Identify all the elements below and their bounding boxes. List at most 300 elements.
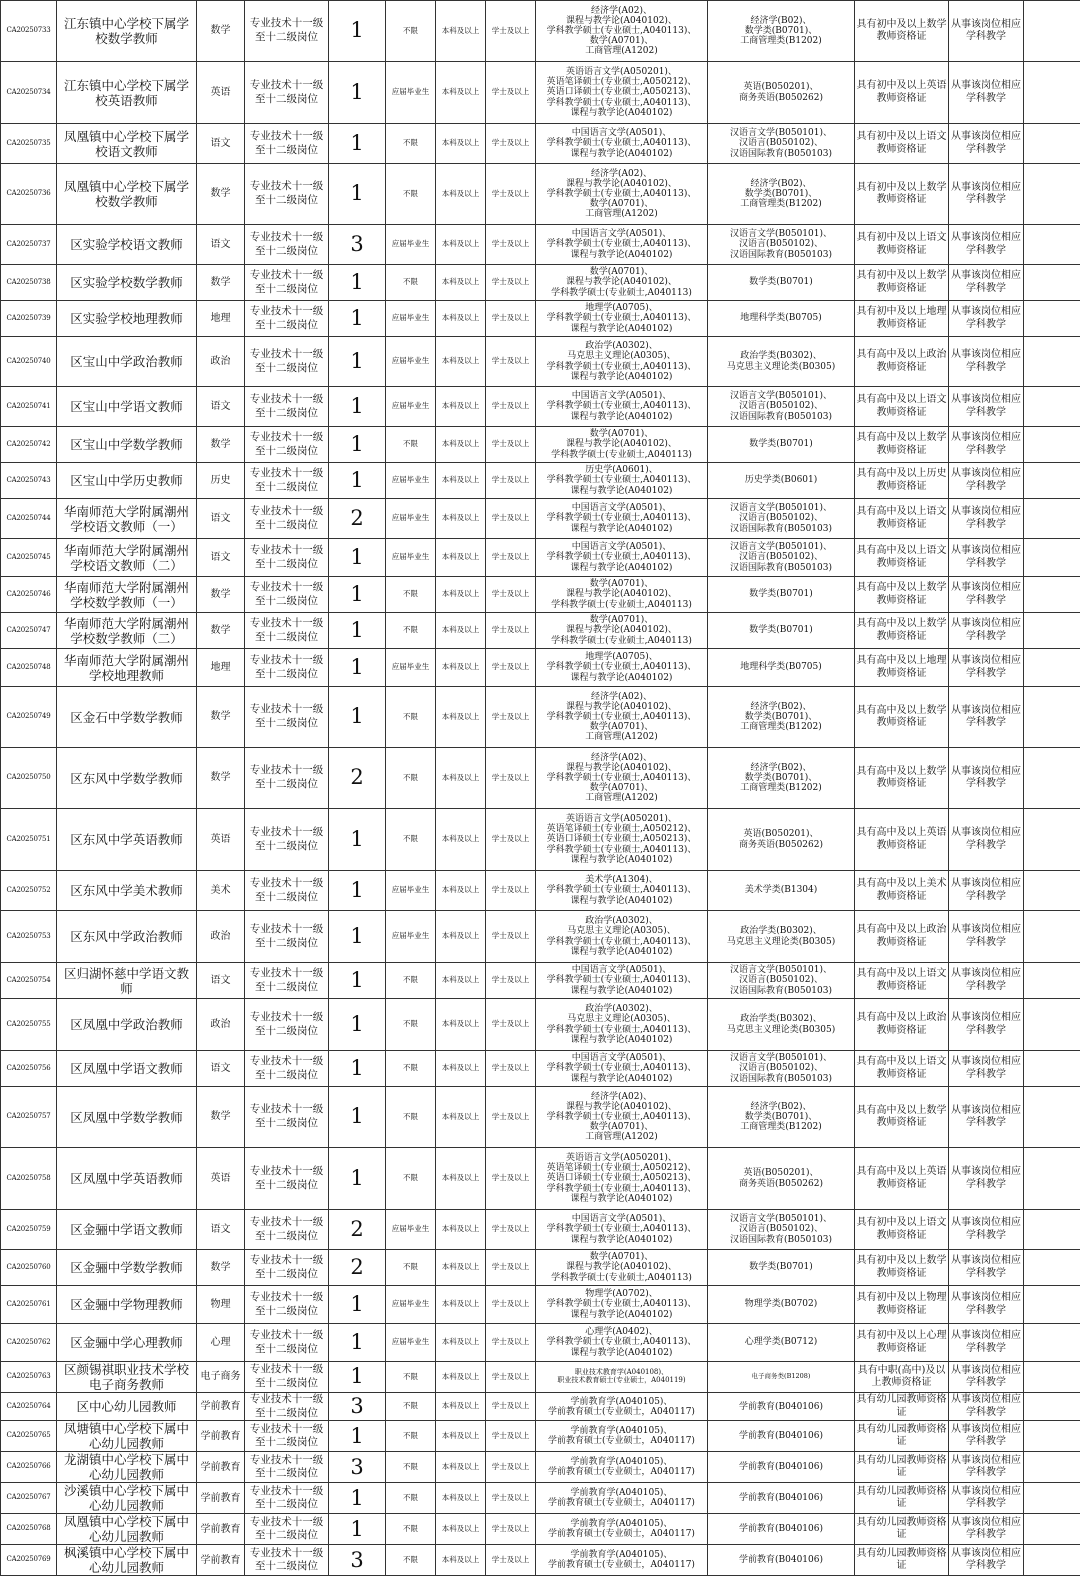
subject: 数学	[197, 164, 245, 225]
target-applicants: 不限	[386, 748, 436, 809]
position-name: 华南师范大学附属潮州学校语文教师（一）	[57, 499, 197, 539]
hiring-count: 1	[329, 164, 386, 225]
post-level: 专业技术十一级至十二级岗位	[245, 1393, 329, 1421]
remarks-cell	[1024, 1087, 1080, 1148]
job-duty: 从事该岗位相应学科教学	[949, 613, 1024, 649]
undergraduate-majors: 经济学(B02)、 数学类(B0701)、 工商管理类(B1202)	[708, 164, 855, 225]
subject: 学前教育	[197, 1452, 245, 1483]
position-name: 区东风中学政治教师	[57, 911, 197, 963]
table-row	[1, 499, 1080, 539]
education-requirement: 本科及以上	[436, 1514, 486, 1545]
undergraduate-majors: 汉语言文学(B050101)、 汉语言(B050102)、 汉语国际教育(B050103)	[708, 1210, 855, 1250]
post-level: 专业技术十一级至十二级岗位	[245, 1087, 329, 1148]
hiring-count: 2	[329, 1250, 386, 1286]
certificate-requirement: 具有幼儿园教师资格证	[855, 1452, 949, 1483]
education-requirement: 本科及以上	[436, 463, 486, 499]
undergraduate-majors: 政治学类(B0302)、 马克思主义理论类(B0305)	[708, 337, 855, 387]
certificate-requirement: 具有高中及以上数学教师资格证	[855, 687, 949, 748]
certificate-requirement: 具有初中及以上物理教师资格证	[855, 1286, 949, 1324]
certificate-requirement: 具有高中及以上数学教师资格证	[855, 577, 949, 613]
table-row	[1, 539, 1080, 577]
position-name: 华南师范大学附属潮州学校地理教师	[57, 649, 197, 687]
graduate-majors: 历史学(A0601)、 学科教学硕士(专业硕士,A040113)、 课程与教学论(A040102)	[536, 463, 708, 499]
subject: 心理	[197, 1324, 245, 1362]
graduate-majors: 心理学(A0402)、 学科教学硕士(专业硕士,A040113)、 课程与教学论(A040102)	[536, 1324, 708, 1362]
degree-requirement: 学士及以上	[486, 687, 536, 748]
table-row	[1, 387, 1080, 427]
certificate-requirement: 具有初中及以上语文教师资格证	[855, 1210, 949, 1250]
position-name: 区中心幼儿园教师	[57, 1393, 197, 1421]
target-applicants: 不限	[386, 1452, 436, 1483]
post-level: 专业技术十一级至十二级岗位	[245, 427, 329, 463]
education-requirement: 本科及以上	[436, 1210, 486, 1250]
certificate-requirement: 具有幼儿园教师资格证	[855, 1421, 949, 1452]
hiring-count: 1	[329, 687, 386, 748]
table-row	[1, 577, 1080, 613]
certificate-requirement: 具有初中及以上地理教师资格证	[855, 301, 949, 337]
education-requirement: 本科及以上	[436, 1324, 486, 1362]
position-code: CA20250756	[1, 1051, 57, 1087]
degree-requirement: 学士及以上	[486, 1393, 536, 1421]
education-requirement: 本科及以上	[436, 1483, 486, 1514]
post-level: 专业技术十一级至十二级岗位	[245, 62, 329, 124]
job-duty: 从事该岗位相应学科教学	[949, 1, 1024, 62]
undergraduate-majors: 学前教育(B040106)	[708, 1421, 855, 1452]
job-duty: 从事该岗位相应学科教学	[949, 748, 1024, 809]
hiring-count: 3	[329, 225, 386, 265]
post-level: 专业技术十一级至十二级岗位	[245, 649, 329, 687]
target-applicants: 不限	[386, 1250, 436, 1286]
hiring-count: 1	[329, 1, 386, 62]
post-level: 专业技术十一级至十二级岗位	[245, 577, 329, 613]
subject: 数学	[197, 1087, 245, 1148]
certificate-requirement: 具有幼儿园教师资格证	[855, 1393, 949, 1421]
education-requirement: 本科及以上	[436, 1148, 486, 1210]
hiring-count: 1	[329, 337, 386, 387]
post-level: 专业技术十一级至十二级岗位	[245, 1, 329, 62]
remarks-cell	[1024, 577, 1080, 613]
undergraduate-majors: 地理科学类(B0705)	[708, 301, 855, 337]
target-applicants: 应届毕业生	[386, 649, 436, 687]
undergraduate-majors: 美术学类(B1304)	[708, 871, 855, 911]
remarks-cell	[1024, 1421, 1080, 1452]
target-applicants: 不限	[386, 1087, 436, 1148]
target-applicants: 应届毕业生	[386, 1286, 436, 1324]
position-name: 区实验学校地理教师	[57, 301, 197, 337]
position-code: CA20250736	[1, 164, 57, 225]
education-requirement: 本科及以上	[436, 1393, 486, 1421]
graduate-majors: 英语语言文学(A050201)、 英语笔译硕士(专业硕士,A050212)、 英语口译硕士(专业硕士,A050213)、 学科教学硕士(专业硕士,A040113)、 课程与教学论(A040102)	[536, 1148, 708, 1210]
degree-requirement: 学士及以上	[486, 1483, 536, 1514]
degree-requirement: 学士及以上	[486, 265, 536, 301]
job-duty: 从事该岗位相应学科教学	[949, 164, 1024, 225]
position-code: CA20250740	[1, 337, 57, 387]
hiring-count: 1	[329, 301, 386, 337]
hiring-count: 1	[329, 124, 386, 164]
education-requirement: 本科及以上	[436, 1087, 486, 1148]
position-code: CA20250754	[1, 963, 57, 999]
education-requirement: 本科及以上	[436, 225, 486, 265]
position-name: 华南师范大学附属潮州学校数学教师（一）	[57, 577, 197, 613]
certificate-requirement: 具有高中及以上政治教师资格证	[855, 911, 949, 963]
degree-requirement: 学士及以上	[486, 809, 536, 871]
post-level: 专业技术十一级至十二级岗位	[245, 1452, 329, 1483]
graduate-majors: 英语语言文学(A050201)、 英语笔译硕士(专业硕士,A050212)、 英语口译硕士(专业硕士,A050213)、 学科教学硕士(专业硕士,A040113)、 课程与教学论(A040102)	[536, 809, 708, 871]
subject: 学前教育	[197, 1393, 245, 1421]
remarks-cell	[1024, 463, 1080, 499]
position-name: 区凤凰中学英语教师	[57, 1148, 197, 1210]
target-applicants: 不限	[386, 124, 436, 164]
table-row	[1, 1452, 1080, 1483]
job-duty: 从事该岗位相应学科教学	[949, 265, 1024, 301]
remarks-cell	[1024, 809, 1080, 871]
graduate-majors: 数学(A0701)、 课程与教学论(A040102)、 学科教学硕士(专业硕士,A040113)	[536, 613, 708, 649]
certificate-requirement: 具有高中及以上数学教师资格证	[855, 748, 949, 809]
post-level: 专业技术十一级至十二级岗位	[245, 963, 329, 999]
position-code: CA20250762	[1, 1324, 57, 1362]
position-name: 江东镇中心学校下属学校数学教师	[57, 1, 197, 62]
subject: 语文	[197, 499, 245, 539]
degree-requirement: 学士及以上	[486, 1087, 536, 1148]
position-name: 区东风中学美术教师	[57, 871, 197, 911]
remarks-cell	[1024, 1324, 1080, 1362]
subject: 语文	[197, 963, 245, 999]
position-name: 江东镇中心学校下属学校英语教师	[57, 62, 197, 124]
table-row	[1, 1, 1080, 62]
certificate-requirement: 具有高中及以上数学教师资格证	[855, 613, 949, 649]
post-level: 专业技术十一级至十二级岗位	[245, 301, 329, 337]
job-duty: 从事该岗位相应学科教学	[949, 577, 1024, 613]
target-applicants: 不限	[386, 1483, 436, 1514]
graduate-majors: 数学(A0701)、 课程与教学论(A040102)、 学科教学硕士(专业硕士,A040113)	[536, 265, 708, 301]
target-applicants: 应届毕业生	[386, 499, 436, 539]
job-duty: 从事该岗位相应学科教学	[949, 963, 1024, 999]
target-applicants: 不限	[386, 1545, 436, 1576]
certificate-requirement: 具有高中及以上美术教师资格证	[855, 871, 949, 911]
degree-requirement: 学士及以上	[486, 963, 536, 999]
job-duty: 从事该岗位相应学科教学	[949, 999, 1024, 1051]
position-name: 沙溪镇中心学校下属中心幼儿园教师	[57, 1483, 197, 1514]
certificate-requirement: 具有高中及以上语文教师资格证	[855, 539, 949, 577]
undergraduate-majors: 汉语言文学(B050101)、 汉语言(B050102)、 汉语国际教育(B050103)	[708, 499, 855, 539]
hiring-count: 1	[329, 1514, 386, 1545]
remarks-cell	[1024, 1545, 1080, 1576]
table-row	[1, 1362, 1080, 1393]
subject: 数学	[197, 265, 245, 301]
degree-requirement: 学士及以上	[486, 649, 536, 687]
job-duty: 从事该岗位相应学科教学	[949, 649, 1024, 687]
degree-requirement: 学士及以上	[486, 387, 536, 427]
position-code: CA20250758	[1, 1148, 57, 1210]
degree-requirement: 学士及以上	[486, 62, 536, 124]
post-level: 专业技术十一级至十二级岗位	[245, 1051, 329, 1087]
hiring-count: 1	[329, 1286, 386, 1324]
education-requirement: 本科及以上	[436, 809, 486, 871]
undergraduate-majors: 汉语言文学(B050101)、 汉语言(B050102)、 汉语国际教育(B050103)	[708, 539, 855, 577]
certificate-requirement: 具有初中及以上数学教师资格证	[855, 1250, 949, 1286]
position-code: CA20250760	[1, 1250, 57, 1286]
remarks-cell	[1024, 337, 1080, 387]
job-duty: 从事该岗位相应学科教学	[949, 1393, 1024, 1421]
undergraduate-majors: 汉语言文学(B050101)、 汉语言(B050102)、 汉语国际教育(B050103)	[708, 225, 855, 265]
position-name: 区宝山中学政治教师	[57, 337, 197, 387]
position-name: 区宝山中学语文教师	[57, 387, 197, 427]
remarks-cell	[1024, 225, 1080, 265]
hiring-count: 1	[329, 963, 386, 999]
hiring-count: 1	[329, 613, 386, 649]
target-applicants: 应届毕业生	[386, 387, 436, 427]
position-name: 凤凰镇中心学校下属学校语文教师	[57, 124, 197, 164]
undergraduate-majors: 经济学(B02)、 数学类(B0701)、 工商管理类(B1202)	[708, 1, 855, 62]
target-applicants: 不限	[386, 1362, 436, 1393]
subject: 数学	[197, 613, 245, 649]
job-duty: 从事该岗位相应学科教学	[949, 387, 1024, 427]
subject: 物理	[197, 1286, 245, 1324]
degree-requirement: 学士及以上	[486, 577, 536, 613]
certificate-requirement: 具有初中及以上数学教师资格证	[855, 1, 949, 62]
undergraduate-majors: 学前教育(B040106)	[708, 1452, 855, 1483]
job-duty: 从事该岗位相应学科教学	[949, 1250, 1024, 1286]
remarks-cell	[1024, 499, 1080, 539]
post-level: 专业技术十一级至十二级岗位	[245, 499, 329, 539]
table-row	[1, 265, 1080, 301]
remarks-cell	[1024, 1, 1080, 62]
remarks-cell	[1024, 301, 1080, 337]
position-code: CA20250747	[1, 613, 57, 649]
graduate-majors: 政治学(A0302)、 马克思主义理论(A0305)、 学科教学硕士(专业硕士,A040113)、 课程与教学论(A040102)	[536, 911, 708, 963]
education-requirement: 本科及以上	[436, 1051, 486, 1087]
job-duty: 从事该岗位相应学科教学	[949, 809, 1024, 871]
position-code: CA20250741	[1, 387, 57, 427]
position-name: 华南师范大学附属潮州学校语文教师（二）	[57, 539, 197, 577]
position-name: 区金骊中学数学教师	[57, 1250, 197, 1286]
job-duty: 从事该岗位相应学科教学	[949, 911, 1024, 963]
table-row	[1, 1210, 1080, 1250]
remarks-cell	[1024, 748, 1080, 809]
degree-requirement: 学士及以上	[486, 999, 536, 1051]
post-level: 专业技术十一级至十二级岗位	[245, 1250, 329, 1286]
education-requirement: 本科及以上	[436, 963, 486, 999]
remarks-cell	[1024, 62, 1080, 124]
position-code: CA20250751	[1, 809, 57, 871]
certificate-requirement: 具有初中及以上英语教师资格证	[855, 62, 949, 124]
hiring-count: 1	[329, 809, 386, 871]
education-requirement: 本科及以上	[436, 1545, 486, 1576]
target-applicants: 应届毕业生	[386, 1324, 436, 1362]
hiring-count: 1	[329, 1483, 386, 1514]
undergraduate-majors: 经济学(B02)、 数学类(B0701)、 工商管理类(B1202)	[708, 1087, 855, 1148]
position-name: 区凤凰中学语文教师	[57, 1051, 197, 1087]
job-duty: 从事该岗位相应学科教学	[949, 1483, 1024, 1514]
certificate-requirement: 具有初中及以上数学教师资格证	[855, 265, 949, 301]
degree-requirement: 学士及以上	[486, 1210, 536, 1250]
table-row	[1, 613, 1080, 649]
hiring-count: 1	[329, 999, 386, 1051]
graduate-majors: 学前教育学(A040105)、 学前教育硕士(专业硕士，A040117)	[536, 1452, 708, 1483]
certificate-requirement: 具有高中及以上地理教师资格证	[855, 649, 949, 687]
undergraduate-majors: 政治学类(B0302)、 马克思主义理论类(B0305)	[708, 911, 855, 963]
target-applicants: 不限	[386, 1393, 436, 1421]
table-row	[1, 649, 1080, 687]
graduate-majors: 数学(A0701)、 课程与教学论(A040102)、 学科教学硕士(专业硕士,A040113)	[536, 427, 708, 463]
undergraduate-majors: 物理学类(B0702)	[708, 1286, 855, 1324]
position-name: 区实验学校语文教师	[57, 225, 197, 265]
job-duty: 从事该岗位相应学科教学	[949, 1286, 1024, 1324]
certificate-requirement: 具有中职(高中)及以上教师资格证	[855, 1362, 949, 1393]
table-row	[1, 225, 1080, 265]
education-requirement: 本科及以上	[436, 871, 486, 911]
hiring-count: 3	[329, 1393, 386, 1421]
target-applicants: 不限	[386, 427, 436, 463]
certificate-requirement: 具有初中及以上数学教师资格证	[855, 164, 949, 225]
hiring-count: 1	[329, 911, 386, 963]
target-applicants: 不限	[386, 613, 436, 649]
subject: 学前教育	[197, 1421, 245, 1452]
hiring-count: 1	[329, 1051, 386, 1087]
job-duty: 从事该岗位相应学科教学	[949, 427, 1024, 463]
hiring-count: 1	[329, 463, 386, 499]
graduate-majors: 经济学(A02)、 课程与教学论(A040102)、 学科教学硕士(专业硕士,A040113)、 数学(A0701)、 工商管理(A1202)	[536, 1, 708, 62]
subject: 数学	[197, 1, 245, 62]
degree-requirement: 学士及以上	[486, 613, 536, 649]
subject: 语文	[197, 1210, 245, 1250]
table-row	[1, 1087, 1080, 1148]
target-applicants: 应届毕业生	[386, 539, 436, 577]
graduate-majors: 经济学(A02)、 课程与教学论(A040102)、 学科教学硕士(专业硕士,A040113)、 数学(A0701)、 工商管理(A1202)	[536, 687, 708, 748]
certificate-requirement: 具有初中及以上语文教师资格证	[855, 225, 949, 265]
position-code: CA20250768	[1, 1514, 57, 1545]
degree-requirement: 学士及以上	[486, 539, 536, 577]
post-level: 专业技术十一级至十二级岗位	[245, 337, 329, 387]
subject: 历史	[197, 463, 245, 499]
position-name: 区金石中学数学教师	[57, 687, 197, 748]
post-level: 专业技术十一级至十二级岗位	[245, 871, 329, 911]
undergraduate-majors: 电子商务类(B1208)	[708, 1362, 855, 1393]
job-duty: 从事该岗位相应学科教学	[949, 499, 1024, 539]
undergraduate-majors: 英语(B050201)、 商务英语(B050262)	[708, 809, 855, 871]
degree-requirement: 学士及以上	[486, 1, 536, 62]
post-level: 专业技术十一级至十二级岗位	[245, 687, 329, 748]
position-code: CA20250733	[1, 1, 57, 62]
subject: 语文	[197, 124, 245, 164]
subject: 数学	[197, 687, 245, 748]
degree-requirement: 学士及以上	[486, 164, 536, 225]
post-level: 专业技术十一级至十二级岗位	[245, 164, 329, 225]
degree-requirement: 学士及以上	[486, 1286, 536, 1324]
target-applicants: 不限	[386, 1514, 436, 1545]
position-code: CA20250737	[1, 225, 57, 265]
remarks-cell	[1024, 613, 1080, 649]
subject: 语文	[197, 539, 245, 577]
certificate-requirement: 具有高中及以上数学教师资格证	[855, 427, 949, 463]
undergraduate-majors: 学前教育(B040106)	[708, 1545, 855, 1576]
job-duty: 从事该岗位相应学科教学	[949, 1452, 1024, 1483]
degree-requirement: 学士及以上	[486, 1421, 536, 1452]
education-requirement: 本科及以上	[436, 301, 486, 337]
target-applicants: 不限	[386, 577, 436, 613]
graduate-majors: 地理学(A0705)、 学科教学硕士(专业硕士,A040113)、 课程与教学论(A040102)	[536, 301, 708, 337]
undergraduate-majors: 英语(B050201)、 商务英语(B050262)	[708, 1148, 855, 1210]
education-requirement: 本科及以上	[436, 999, 486, 1051]
post-level: 专业技术十一级至十二级岗位	[245, 387, 329, 427]
post-level: 专业技术十一级至十二级岗位	[245, 1362, 329, 1393]
job-duty: 从事该岗位相应学科教学	[949, 1545, 1024, 1576]
post-level: 专业技术十一级至十二级岗位	[245, 911, 329, 963]
post-level: 专业技术十一级至十二级岗位	[245, 1148, 329, 1210]
undergraduate-majors: 数学类(B0701)	[708, 613, 855, 649]
table-row	[1, 1393, 1080, 1421]
remarks-cell	[1024, 1393, 1080, 1421]
remarks-cell	[1024, 1210, 1080, 1250]
degree-requirement: 学士及以上	[486, 337, 536, 387]
certificate-requirement: 具有高中及以上语文教师资格证	[855, 1051, 949, 1087]
remarks-cell	[1024, 1286, 1080, 1324]
degree-requirement: 学士及以上	[486, 1514, 536, 1545]
position-code: CA20250757	[1, 1087, 57, 1148]
remarks-cell	[1024, 649, 1080, 687]
job-duty: 从事该岗位相应学科教学	[949, 1514, 1024, 1545]
subject: 政治	[197, 999, 245, 1051]
table-row	[1, 124, 1080, 164]
undergraduate-majors: 学前教育(B040106)	[708, 1393, 855, 1421]
post-level: 专业技术十一级至十二级岗位	[245, 1324, 329, 1362]
job-duty: 从事该岗位相应学科教学	[949, 1148, 1024, 1210]
position-name: 区宝山中学历史教师	[57, 463, 197, 499]
subject: 语文	[197, 225, 245, 265]
hiring-count: 1	[329, 1148, 386, 1210]
education-requirement: 本科及以上	[436, 124, 486, 164]
graduate-majors: 政治学(A0302)、 马克思主义理论(A0305)、 学科教学硕士(专业硕士,A040113)、 课程与教学论(A040102)	[536, 337, 708, 387]
subject: 语文	[197, 1051, 245, 1087]
position-code: CA20250765	[1, 1421, 57, 1452]
job-duty: 从事该岗位相应学科教学	[949, 124, 1024, 164]
position-code: CA20250763	[1, 1362, 57, 1393]
undergraduate-majors: 政治学类(B0302)、 马克思主义理论类(B0305)	[708, 999, 855, 1051]
degree-requirement: 学士及以上	[486, 301, 536, 337]
post-level: 专业技术十一级至十二级岗位	[245, 748, 329, 809]
certificate-requirement: 具有高中及以上英语教师资格证	[855, 1148, 949, 1210]
certificate-requirement: 具有高中及以上政治教师资格证	[855, 999, 949, 1051]
post-level: 专业技术十一级至十二级岗位	[245, 1483, 329, 1514]
subject: 数学	[197, 1250, 245, 1286]
post-level: 专业技术十一级至十二级岗位	[245, 999, 329, 1051]
subject: 政治	[197, 337, 245, 387]
certificate-requirement: 具有高中及以上语文教师资格证	[855, 963, 949, 999]
table-row	[1, 1148, 1080, 1210]
degree-requirement: 学士及以上	[486, 427, 536, 463]
remarks-cell	[1024, 963, 1080, 999]
certificate-requirement: 具有高中及以上历史教师资格证	[855, 463, 949, 499]
degree-requirement: 学士及以上	[486, 499, 536, 539]
subject: 英语	[197, 1148, 245, 1210]
position-name: 凤凰镇中心学校下属学校数学教师	[57, 164, 197, 225]
post-level: 专业技术十一级至十二级岗位	[245, 463, 329, 499]
post-level: 专业技术十一级至十二级岗位	[245, 124, 329, 164]
undergraduate-majors: 心理学类(B0712)	[708, 1324, 855, 1362]
education-requirement: 本科及以上	[436, 1362, 486, 1393]
position-code: CA20250752	[1, 871, 57, 911]
undergraduate-majors: 数学类(B0701)	[708, 1250, 855, 1286]
undergraduate-majors: 经济学(B02)、 数学类(B0701)、 工商管理类(B1202)	[708, 687, 855, 748]
target-applicants: 应届毕业生	[386, 463, 436, 499]
education-requirement: 本科及以上	[436, 164, 486, 225]
position-code: CA20250746	[1, 577, 57, 613]
post-level: 专业技术十一级至十二级岗位	[245, 809, 329, 871]
job-duty: 从事该岗位相应学科教学	[949, 539, 1024, 577]
target-applicants: 不限	[386, 1051, 436, 1087]
table-row	[1, 463, 1080, 499]
graduate-majors: 美术学(A1304)、 学科教学硕士(专业硕士,A040113)、 课程与教学论(A040102)	[536, 871, 708, 911]
